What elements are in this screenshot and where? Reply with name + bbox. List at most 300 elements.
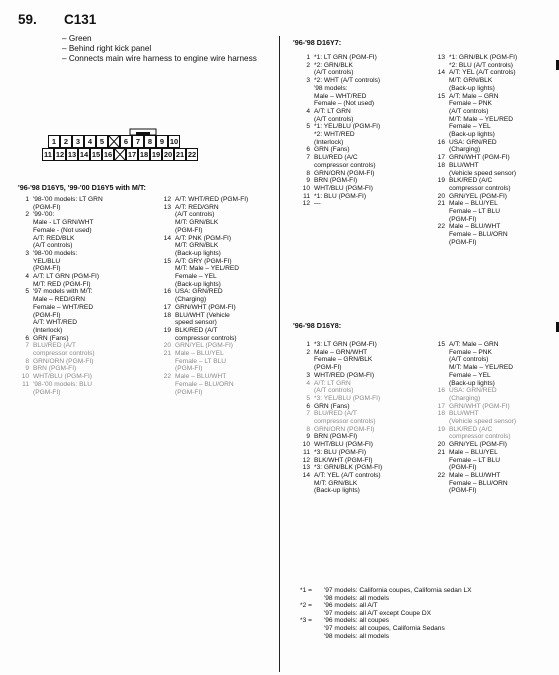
pin-number: 22 [437, 471, 445, 479]
pin-description [314, 449, 434, 457]
pin-entry [299, 193, 429, 201]
pin-description [175, 235, 280, 258]
pin-description [33, 342, 170, 357]
pin-number: 8 [306, 425, 310, 433]
pin-description [449, 441, 559, 449]
pin-description-line: M/T: Male – YEL/RED [449, 364, 514, 372]
pin-number: 21 [163, 350, 171, 358]
pin-description-line: (PGM-FI) [449, 464, 477, 472]
pin-number: 16 [437, 387, 445, 395]
pin-description-line: M/T: GRN/BLK [175, 242, 219, 250]
pin-description-line: YEL/BLU [33, 257, 61, 265]
connector-pin: 21 [175, 150, 185, 159]
pin-description-line: GRN/WHT (PGM-FI) [449, 402, 510, 410]
pin-description-line: '98-'00 models: LT GRN [33, 196, 103, 203]
pin-description-line: Female – BLU/ORN [449, 231, 508, 239]
pin-description-line: A/T: RED/BLK [33, 234, 75, 242]
footnote [300, 587, 558, 602]
pin-number: 9 [306, 177, 310, 185]
pin-description [449, 472, 559, 495]
pin-description-line: '98 models: [314, 84, 348, 92]
pin-description [449, 193, 559, 201]
pin-description [314, 341, 434, 349]
pin-description-line: A/T: LT GRN (PGM-FI) [33, 273, 100, 281]
connector-pin: 11 [42, 148, 54, 161]
pin-description-line: (PGM-FI) [175, 388, 203, 396]
pin-description-line: (Back-up lights) [449, 379, 495, 387]
page-title [18, 12, 96, 27]
pin-entry [299, 154, 429, 169]
pin-number: 3 [25, 249, 29, 257]
pin-number: 17 [437, 402, 445, 410]
pin-description [314, 380, 434, 395]
pin-description-line: A/T: GRY (PGM-FI) [175, 257, 232, 265]
pin-entry [18, 273, 170, 288]
connector-pin: 12 [55, 150, 65, 159]
pin-number: 7 [306, 410, 310, 418]
pin-entry [299, 410, 434, 425]
pin-description-line: Male – BLU/YEL [175, 350, 224, 358]
pin-entry [160, 196, 280, 204]
pin-description-line: *3: LT GRN (PGM-FI) [314, 341, 377, 348]
pin-entry [434, 54, 559, 69]
pin-entry [299, 457, 434, 465]
pin-description [33, 211, 170, 250]
pin-description-line: BLK/RED (A/C [449, 177, 493, 185]
pin-list-d16y7-right [434, 54, 559, 247]
pin-description-line: Male – WHT/RED [314, 92, 367, 100]
pin-description-line: (PGM-FI) [449, 215, 477, 223]
pin-description-line: A/T: RED/GRN [175, 203, 219, 211]
pin-number: 17 [163, 303, 171, 311]
pin-description-line: GRN/YEL (PGM-FI) [449, 192, 508, 200]
pin-description-line: speed sensor) [175, 319, 217, 327]
pin-description-line: (Back-up lights) [175, 280, 221, 288]
pin-description-line: '98-'00 models: [33, 249, 78, 257]
pin-description-line: Female – YEL [449, 123, 491, 131]
pin-number: 8 [306, 169, 310, 177]
pin-description-line: GRN/ORN (PGM-FI) [33, 357, 94, 365]
pin-number: 19 [437, 177, 445, 185]
pin-description-line: (PGM-FI) [175, 226, 203, 234]
connector-pin: 2 [60, 135, 72, 148]
pin-description-line: (PGM-FI) [449, 238, 477, 246]
pin-entry [434, 387, 559, 402]
pin-description-line: GRN (Fans) [314, 402, 350, 410]
pin-number: 2 [25, 211, 29, 219]
pin-description-line: A/T: WHT/RED (PGM-FI) [175, 196, 249, 203]
pin-entry [434, 193, 559, 201]
pin-description-line: M/T: Male – YEL/RED [175, 265, 240, 273]
pin-description [314, 77, 429, 108]
pin-description [33, 250, 170, 273]
pin-description [314, 193, 429, 201]
pin-entry [299, 472, 434, 495]
pin-number: 13 [437, 54, 445, 61]
pin-description-line: A/T: YEL (A/T controls) [449, 69, 516, 77]
connector-pin: 3 [72, 135, 84, 148]
pin-description-line: (Interlock) [314, 138, 344, 146]
pin-number: 16 [163, 288, 171, 296]
pin-description-line: BLU/RED (A/T [33, 342, 76, 350]
pin-description [314, 154, 429, 169]
pin-description-line: Male – BLU/YEL [449, 200, 498, 208]
pin-entry [299, 341, 434, 349]
pin-description [314, 349, 434, 372]
connector-pin: 22 [187, 150, 197, 159]
footnote-key: *2 = [300, 602, 312, 610]
pin-number: 22 [437, 223, 445, 231]
pin-description-line: *2: BLU (A/T controls) [449, 61, 514, 69]
pin-description [314, 410, 434, 425]
pin-description-line: Female – (Not used) [314, 100, 375, 108]
pin-description-line: compressor controls) [314, 418, 376, 426]
pin-entry [299, 54, 429, 62]
connector-pin: 7 [132, 135, 144, 148]
pin-description-line: GRN (Fans) [314, 146, 350, 154]
pin-description [314, 177, 429, 185]
pin-number: 1 [25, 196, 29, 203]
pin-description [314, 372, 434, 380]
pin-description-line: GRN/YEL (PGM-FI) [449, 441, 508, 449]
pin-number: 18 [437, 410, 445, 418]
pin-entry [434, 341, 559, 387]
pin-description [449, 54, 559, 69]
pin-number: 7 [306, 154, 310, 162]
pin-description-line: *2: WHT (A/T controls) [314, 77, 381, 85]
pin-description [449, 449, 559, 472]
pin-entry [299, 403, 434, 411]
connector-blank [108, 135, 120, 148]
pin-description [449, 177, 559, 192]
pin-description-line: GRN/ORN (PGM-FI) [314, 169, 375, 177]
pin-description [449, 403, 559, 411]
pin-description-line: *1: GRN/BLK (PGM-FI) [449, 54, 518, 61]
footnote-text [324, 602, 431, 617]
pin-description [314, 62, 429, 77]
pin-description [449, 387, 559, 402]
pin-description-line: BLU/RED (A/C [314, 154, 358, 162]
pin-description [314, 403, 434, 411]
pin-description-line: BLU/WHT [449, 161, 479, 169]
pin-description-line: *2: GRN/BLK [314, 61, 353, 69]
pin-description [175, 312, 280, 327]
pin-number: 22 [163, 373, 171, 381]
pin-number: 5 [25, 288, 29, 296]
pin-entry [18, 288, 170, 334]
pin-description [449, 139, 559, 154]
pin-description-line: '97 models with M/T: [33, 288, 93, 296]
pin-description-line: A/T: Male – GRN [449, 341, 499, 348]
footnote-text [324, 587, 472, 602]
pin-description-line: USA: GRN/RED [449, 387, 497, 395]
pin-description [314, 54, 429, 62]
pin-description-line: BLU/WHT [449, 410, 479, 418]
pin-description-line: Male – BLU/YEL [449, 448, 498, 456]
pin-description-line: M/T: RED (PGM-FI) [33, 280, 91, 288]
pin-description [314, 464, 434, 472]
pin-entry [299, 395, 434, 403]
pin-description-line: — [314, 200, 321, 208]
connector-pin: 1 [48, 135, 60, 148]
footnote-line: '96 models: all coupes [324, 617, 390, 625]
pin-entry [18, 373, 170, 381]
connector-pin: 14 [79, 150, 89, 159]
pin-number: 21 [437, 200, 445, 208]
pin-entry [299, 426, 434, 434]
pin-entry [434, 223, 559, 246]
pin-description [449, 154, 559, 162]
pin-description-line: Female – LT BLU [449, 208, 501, 216]
pin-description-line: BLU/WHT (Vehicle [175, 311, 230, 319]
pin-number: 19 [437, 425, 445, 433]
pin-description [314, 200, 429, 208]
pin-description [33, 273, 170, 288]
pin-entry [299, 372, 434, 380]
pin-number: 16 [437, 138, 445, 146]
pin-entry [18, 365, 170, 373]
pin-description-line: (Back-up lights) [175, 249, 221, 257]
pin-description [314, 108, 429, 123]
pin-description-line: (PGM-FI) [33, 311, 61, 319]
pin-description-line: *3: BLU (PGM-FI) [314, 448, 367, 456]
pin-entry [299, 464, 434, 472]
pin-description-line: compressor controls) [175, 334, 237, 342]
footnote-line: '98 models: all models [324, 632, 390, 640]
pin-number: 5 [306, 394, 310, 402]
pin-number: 15 [163, 257, 171, 265]
pin-entry [18, 211, 170, 250]
pin-entry [160, 312, 280, 327]
pin-entry [160, 204, 280, 235]
pin-number: 6 [306, 402, 310, 410]
pin-description [314, 146, 429, 154]
pin-description-line: (A/T controls) [314, 115, 354, 123]
footnote-line: '97 models: all coupes, California Sedans [324, 624, 445, 632]
pin-number: 3 [306, 77, 310, 85]
pin-number: 14 [437, 69, 445, 77]
pin-number: 4 [306, 107, 310, 115]
pin-description [449, 410, 559, 425]
pin-description [449, 162, 559, 177]
pin-description-line: Female – YEL [175, 273, 217, 281]
pin-entry [299, 62, 429, 77]
pin-description-line: M/T: Male – YEL/RED [449, 115, 514, 123]
pin-description-line: Male – RED/GRN [33, 296, 86, 304]
pin-number: 9 [306, 433, 310, 441]
connector-pin: 9 [156, 135, 168, 148]
pin-number: 4 [25, 273, 29, 281]
pin-description [314, 185, 429, 193]
pin-description-line: BLK/WHT (PGM-FI) [314, 456, 373, 464]
pin-description-line: Male – GRN/WHT [314, 348, 368, 356]
pin-description-line: *1: YEL/BLU (PGM-FI) [314, 123, 381, 131]
connector-pin: 15 [91, 150, 101, 159]
pin-description [314, 441, 434, 449]
pin-description [314, 472, 434, 495]
pin-number: 14 [302, 471, 310, 479]
pin-description-line: '98-'00 models: BLU [33, 380, 92, 388]
pin-description-line: (PGM-FI) [314, 364, 342, 372]
pin-description-line: GRN/YEL (PGM-FI) [175, 342, 234, 350]
connector-pin: 13 [67, 150, 77, 159]
pin-description-line: '99-'00: [33, 211, 55, 219]
pin-entry [160, 327, 280, 342]
pin-list-d16y5-left [18, 196, 170, 396]
pin-description-line: (PGM-FI) [449, 487, 477, 495]
footnote-line: '97 models: all A/T except Coupe DX [324, 609, 432, 617]
pin-description-line: GRN (Fans) [33, 334, 69, 342]
page-number: 59. [18, 12, 37, 27]
pin-entry [18, 335, 170, 343]
pin-entry [434, 200, 559, 223]
pin-number: 7 [25, 342, 29, 350]
pin-description [449, 223, 559, 246]
bullet-connects: – Connects main wire harness to engine wire harness [62, 54, 257, 64]
pin-description-line: (PGM-FI) [175, 365, 203, 373]
connector-pin: 20 [163, 150, 173, 159]
footnote-line: '98 models: all models [324, 594, 390, 602]
pin-description [314, 123, 429, 146]
connector-pin: 4 [84, 135, 96, 148]
pin-description-line: *1: LT GRN (PGM-FI) [314, 54, 377, 61]
pin-description-line: A/T: PNK (PGM-FI) [175, 234, 232, 242]
pin-description-line: (Vehicle speed sensor) [449, 418, 517, 426]
connector-id: C131 [64, 12, 97, 27]
footnote [300, 602, 558, 617]
pin-description-line: compressor controls) [314, 161, 376, 169]
pin-entry [299, 177, 429, 185]
pin-description-line: Female – WHT/RED [33, 303, 94, 311]
pin-description-line: Male - LT GRN/WHT [33, 219, 94, 227]
pin-description-line: (A/T controls) [175, 211, 215, 219]
pin-description-line: WHT/BLU (PGM-FI) [314, 441, 373, 449]
pin-entry [434, 93, 559, 139]
pin-number: 10 [302, 441, 310, 449]
pin-description-line: compressor controls) [449, 184, 511, 192]
pin-description-line: Female – BLU/ORN [449, 479, 508, 487]
connector-pin: 5 [96, 135, 108, 148]
pin-description-line: Female – LT BLU [175, 357, 227, 365]
footnote [300, 617, 558, 640]
connector-pin: 19 [151, 150, 161, 159]
footnote-key: *1 = [300, 587, 312, 594]
pin-description-line: M/T: GRN/BLK [175, 219, 219, 227]
pin-entry [299, 433, 434, 441]
pin-description-line: (A/T controls) [314, 387, 354, 395]
pin-description [175, 196, 280, 204]
bullet-location: – Behind right kick panel [62, 44, 257, 54]
pin-entry [299, 185, 429, 193]
pin-description [449, 426, 559, 441]
pin-description-line: (Back-up lights) [449, 131, 495, 139]
pin-description-line: (A/T controls) [33, 242, 73, 250]
pin-entry [160, 304, 280, 312]
pin-description-line: USA: GRN/RED [175, 288, 223, 296]
connector-pin: 8 [144, 135, 156, 148]
pin-description-line: *2: WHT/RED [314, 131, 355, 139]
pin-description [314, 395, 434, 403]
pin-description-line: M/T: GRN/BLK [314, 479, 358, 487]
pin-description-line: BRN (PGM-FI) [33, 365, 77, 373]
pin-entry [299, 380, 434, 395]
pin-description [175, 373, 280, 396]
pin-description-line: *1: BLU (PGM-FI) [314, 192, 367, 200]
pin-number: 18 [163, 311, 171, 319]
footnote-line: '97 models: California coupes, California sedan LX [324, 587, 472, 594]
pin-number: 15 [437, 92, 445, 100]
pin-description [449, 93, 559, 139]
pin-number: 5 [306, 123, 310, 131]
pin-description [33, 335, 170, 343]
connector-pin: 16 [103, 150, 113, 159]
pin-number: 12 [163, 196, 171, 203]
pin-description-line: BLK/RED (A/T [175, 326, 218, 334]
connector-pin: 10 [169, 137, 179, 146]
pin-description [449, 341, 559, 387]
pin-description-line: Male – BLU/WHT [449, 223, 501, 231]
pin-entry [434, 177, 559, 192]
pin-description-line: M/T: GRN/BLK [449, 77, 493, 85]
pin-entry [160, 288, 280, 303]
footnote-text [324, 617, 445, 640]
pin-description-line: A/T: YEL (A/T controls) [314, 471, 381, 479]
connector-description [62, 34, 257, 64]
connector-pin: 17 [127, 150, 137, 159]
pin-entry [299, 146, 429, 154]
pin-description-line: (Charging) [449, 146, 481, 154]
pin-description-line: (Interlock) [33, 326, 63, 334]
connector-blank [114, 148, 126, 161]
pin-description-line: BRN (PGM-FI) [314, 433, 358, 441]
pin-description-line: (Back-up lights) [449, 84, 495, 92]
pin-entry [299, 349, 434, 372]
pin-number: 8 [25, 357, 29, 365]
pin-description-line: (PGM-FI) [33, 388, 61, 396]
connector-pin: 6 [120, 135, 132, 148]
pin-entry [434, 403, 559, 411]
pin-description-line: *3: YEL/BLU (PGM-FI) [314, 394, 381, 402]
pin-number: 11 [22, 380, 29, 388]
pin-entry [18, 196, 170, 211]
footnote-line: '96 models: all A/T [324, 602, 378, 610]
pin-entry [18, 381, 170, 396]
pin-entry [434, 154, 559, 162]
pin-number: 20 [437, 192, 445, 200]
pin-description-line: BLK/RED (A/C [449, 425, 493, 433]
pin-description-line: (Charging) [449, 394, 481, 402]
pin-entry [160, 342, 280, 350]
pin-description-line: A/T: LT GRN [314, 379, 351, 387]
pin-number: 15 [437, 341, 445, 348]
pin-description-line: *3: GRN/BLK (PGM-FI) [314, 464, 383, 472]
pin-description-line: (Vehicle speed sensor) [449, 169, 517, 177]
pin-description-line: Male – BLU/WHT [449, 471, 501, 479]
pin-entry [434, 472, 559, 495]
pin-description-line: BRN (PGM-FI) [314, 177, 358, 185]
pin-entry [299, 170, 429, 178]
pin-number: 11 [303, 192, 310, 200]
pin-description-line: (PGM-FI) [33, 265, 61, 273]
pin-description [33, 381, 170, 396]
pin-description [175, 288, 280, 303]
pin-description [175, 304, 280, 312]
pin-number: 20 [437, 441, 445, 449]
pin-description-line: (A/T controls) [449, 107, 489, 115]
pin-entry [160, 373, 280, 396]
pin-number: 17 [437, 154, 445, 162]
pin-description [449, 200, 559, 223]
